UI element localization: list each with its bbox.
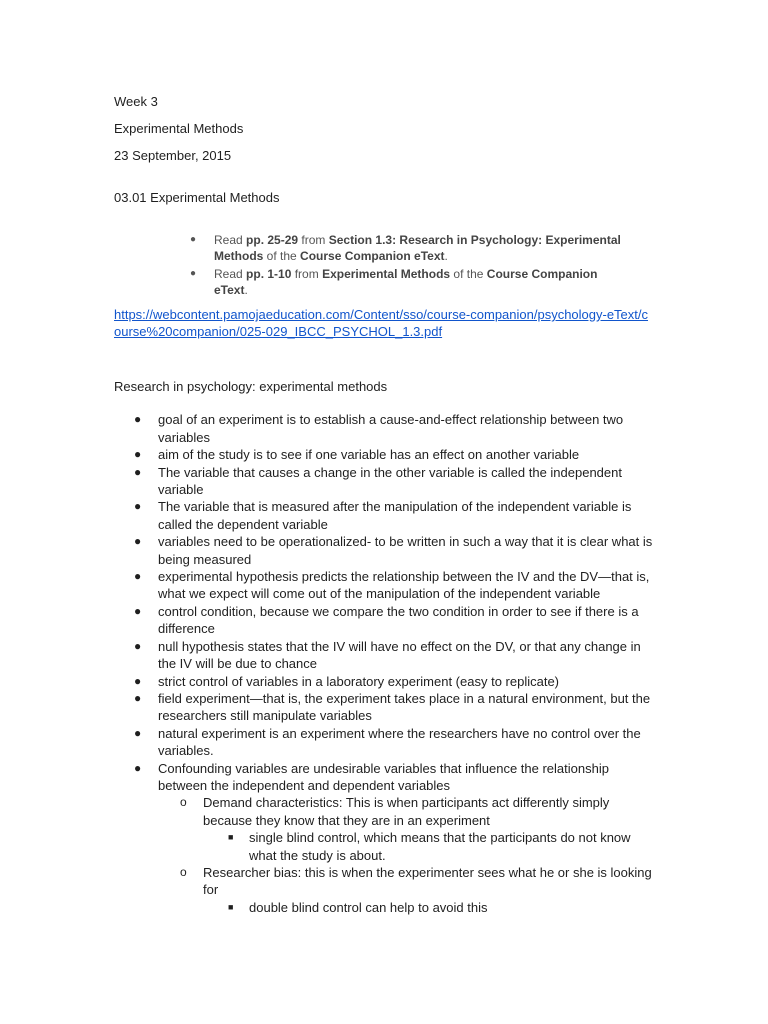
list-item: ● goal of an experiment is to establish a cause-and-effect relationship between two variables (134, 412, 624, 445)
bullet-icon: ● (134, 447, 142, 462)
bullet-icon: ● (134, 569, 142, 584)
bullet-icon: ● (190, 234, 197, 245)
bullet-icon: ● (134, 412, 142, 427)
circle-bullet-icon: o (180, 795, 187, 810)
sub-list-item: o Researcher bias: this is when the experimenter sees what he or she is looking for (180, 864, 652, 898)
bullet-icon: ● (134, 603, 142, 618)
reading-item: ● Read pp. 25-29 from Section 1.3: Research in Psychology: Experimental Methods of the Course Companion eText. (190, 233, 621, 263)
list-item: ● strict control of variables in a laboratory experiment (easy to replicate) (134, 673, 560, 689)
bullet-icon: ● (134, 673, 142, 688)
list-item: ● control condition, because we compare the two condition in order to see if there is a difference (134, 603, 639, 637)
sub-list-item: o Demand characteristics: This is when participants act differently simply because they know that they are in an experiment (180, 795, 610, 828)
week-label: Week 3 (114, 94, 158, 109)
list-item: ● experimental hypothesis predicts the relationship between the IV and the DV—that is, what we expect will come out of the manipulation of the independent variable (134, 569, 650, 602)
topic-title: Experimental Methods (114, 121, 244, 136)
bullet-icon: ● (190, 268, 197, 279)
square-bullet-icon: ■ (228, 832, 234, 843)
etext-link[interactable]: https://webcontent.pamojaeducation.com/Content/sso/course-companion/psychology-eText/course%20companion/025-029_IBCC_PSYCHOL_1.3.pdf (114, 307, 649, 339)
bullet-icon: ● (134, 725, 142, 740)
bullet-icon: ● (134, 638, 142, 653)
subheading: Research in psychology: experimental methods (114, 379, 388, 394)
notes-section (114, 378, 659, 916)
list-item: ● The variable that is measured after the manipulation of the independent variable is called the dependent variable (134, 499, 632, 532)
bullet-icon: ● (134, 499, 142, 514)
bullet-icon: ● (134, 534, 142, 549)
list-item: ● Confounding variables are undesirable variables that influence the relationship between the independent and dependent variables (134, 760, 609, 793)
bullet-icon: ● (134, 690, 142, 705)
sub-sub-list-item: ■ double blind control can help to avoid this (228, 899, 488, 915)
square-bullet-icon: ■ (228, 901, 234, 912)
bullet-icon: ● (134, 760, 142, 775)
list-item: ● The variable that causes a change in the other variable is called the independent variable (134, 464, 622, 498)
bullet-icon: ● (134, 464, 142, 479)
sub-sub-list-item: ■ single blind control, which means that the participants do not know what the study is about. (228, 830, 631, 863)
section-heading: 03.01 Experimental Methods (114, 190, 280, 205)
list-item: ● natural experiment is an experiment where the researchers have no control over the variables. (134, 725, 641, 759)
reading-item: ● Read pp. 1-10 from Experimental Methods of the Course Companion eText. (190, 267, 598, 297)
reading-list (190, 232, 630, 300)
circle-bullet-icon: o (180, 864, 187, 879)
list-item: ● field experiment—that is, the experiment takes place in a natural environment, but the researchers still manipulate variables (134, 690, 651, 724)
list-item: ● aim of the study is to see if one variable has an effect on another variable (134, 447, 580, 463)
list-item: ● null hypothesis states that the IV will have no effect on the DV, or that any change in the IV will be due to chance (134, 638, 641, 672)
list-item: ● variables need to be operationalized- to be written in such a way that it is clear what is being measured (134, 534, 653, 567)
date-label: 23 September, 2015 (114, 148, 232, 163)
